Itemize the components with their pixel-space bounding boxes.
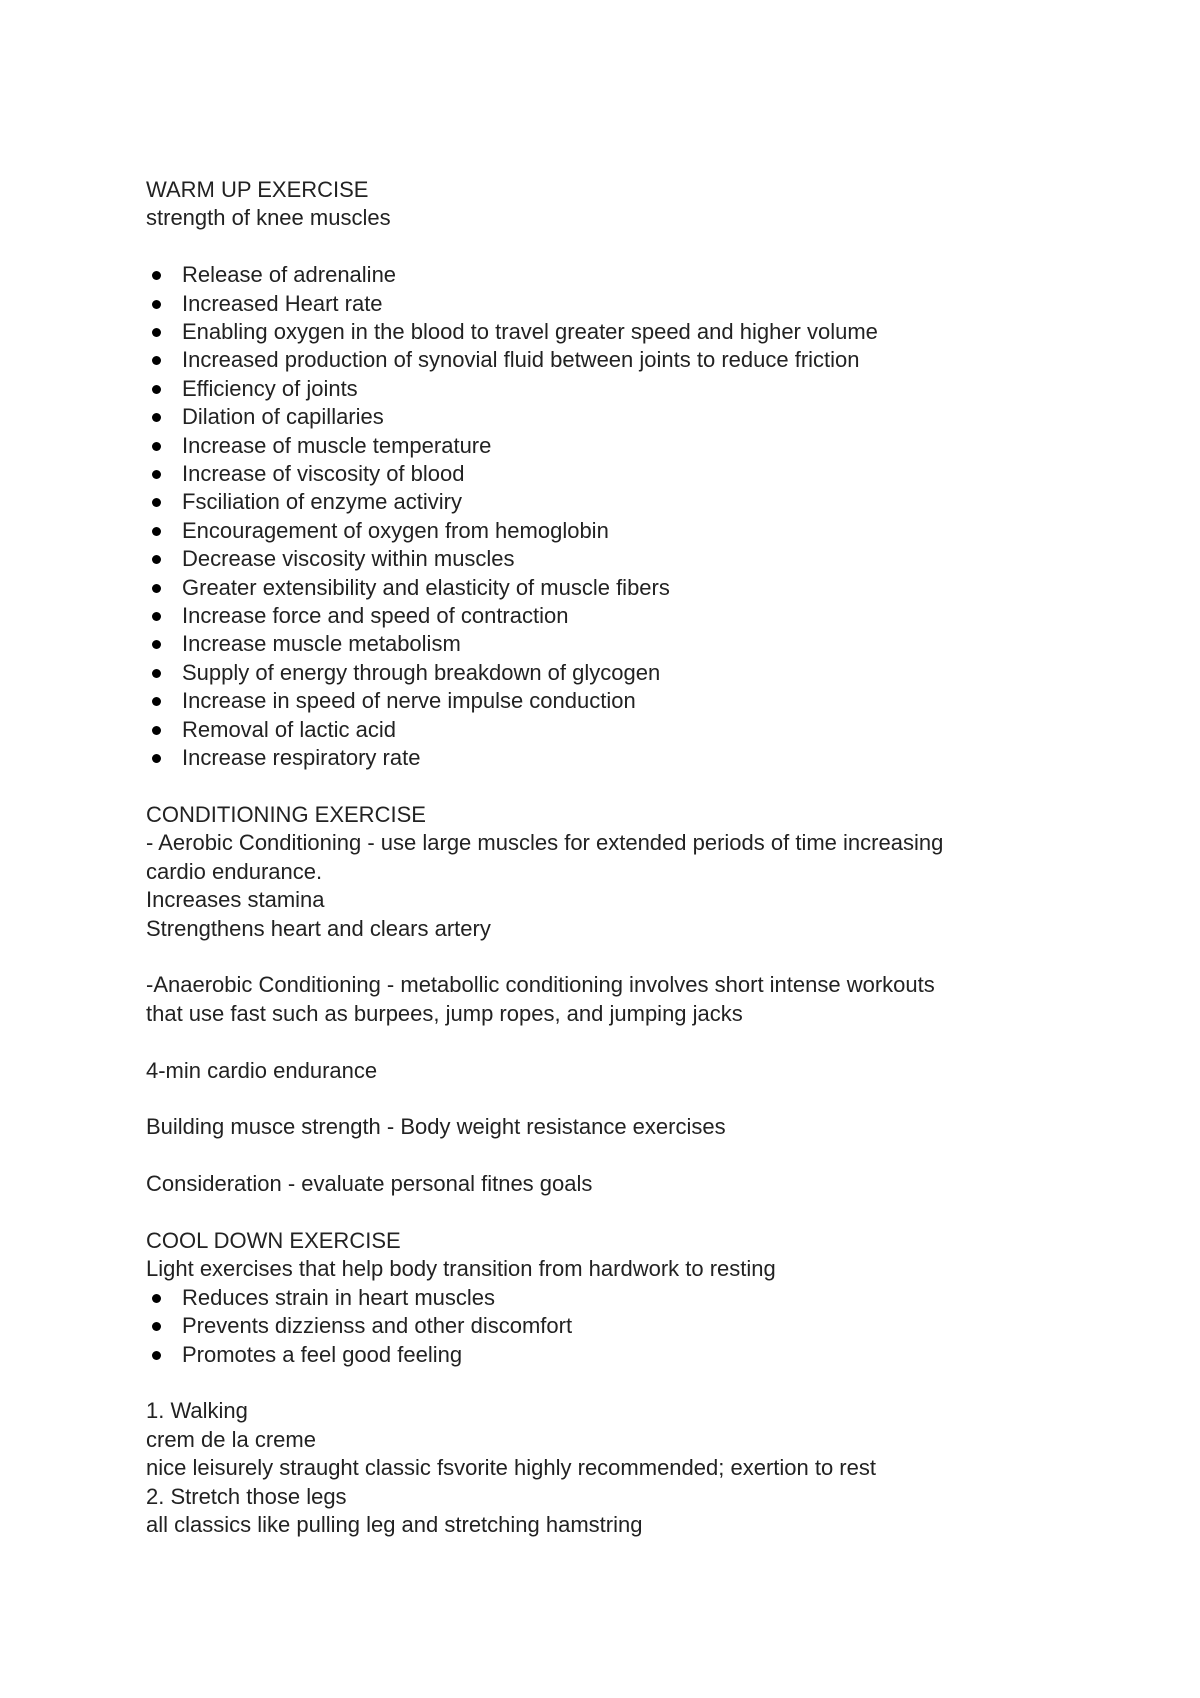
list-item [146,318,1106,346]
consideration-line: Consideration - evaluate personal fitnes goals [146,1171,593,1197]
list-item-text: Increased production of synovial fluid between joints to reduce friction [182,347,860,373]
list-item [146,432,1106,460]
aerobic-line: - Aerobic Conditioning - use large muscles for extended periods of time increasing [146,830,944,856]
strength-line: Building musce strength - Body weight resistance exercises [146,1114,726,1140]
bullet-icon [152,584,161,593]
spacer [146,1199,1106,1227]
bullet-icon [152,442,161,451]
warm-up-subtitle: strength of knee muscles [146,205,391,231]
bullet-icon [152,612,161,621]
list-item [146,460,1106,488]
list-item [146,659,1106,687]
bullet-icon [152,726,161,735]
list-item [146,488,1106,516]
spacer [146,773,1106,801]
aerobic-line: cardio endurance. [146,858,323,884]
spacer [146,1028,1106,1056]
bullet-icon [152,498,161,507]
list-item-text: Removal of lactic acid [182,716,396,742]
list-item [146,1312,1106,1340]
list-item-text: Increase in speed of nerve impulse conduction [182,688,636,714]
stretch-title: 2. Stretch those legs [146,1483,347,1509]
bullet-icon [152,1322,161,1331]
spacer [146,1369,1106,1397]
list-item-text: Increase respiratory rate [182,745,421,771]
document-page [146,176,1106,1539]
list-item [146,261,1106,289]
list-item-text: Greater extensibility and elasticity of muscle fibers [182,574,670,600]
list-item-text: Increase of muscle temperature [182,432,492,458]
list-item-text: Release of adrenaline [182,262,397,288]
bullet-icon [152,697,161,706]
list-item [146,403,1106,431]
list-item [146,1284,1106,1312]
warm-up-heading: WARM UP EXERCISE [146,177,369,202]
list-item-text: Increased Heart rate [182,290,383,316]
bullet-icon [152,555,161,564]
spacer [146,943,1106,971]
spacer [146,233,1106,261]
bullet-icon [152,328,161,337]
stretch-line: all classics like pulling leg and stretching hamstring [146,1511,643,1537]
list-item [146,545,1106,573]
list-item-text: Decrease viscosity within muscles [182,546,515,572]
bullet-icon [152,640,161,649]
bullet-icon [152,1294,161,1303]
list-item [146,744,1106,772]
list-item-text: Increase of viscosity of blood [182,461,465,487]
list-item-text: Increase muscle metabolism [182,631,461,657]
list-item-text: Supply of energy through breakdown of glycogen [182,659,661,685]
bullet-icon [152,527,161,536]
list-item-text: Dilation of capillaries [182,404,384,430]
list-item-text: Efficiency of joints [182,375,358,401]
list-item-text: Reduces strain in heart muscles [182,1284,496,1310]
list-item [146,574,1106,602]
warm-up-bullet-list [146,261,1106,772]
bullet-icon [152,413,161,422]
cardio-line: 4-min cardio endurance [146,1057,378,1083]
aerobic-line: Strengthens heart and clears artery [146,915,491,941]
anaerobic-line: -Anaerobic Conditioning - metabollic conditioning involves short intense workouts [146,972,935,998]
bullet-icon [152,669,161,678]
list-item [146,517,1106,545]
anaerobic-line: that use fast such as burpees, jump ropes, and jumping jacks [146,1000,743,1026]
list-item [146,375,1106,403]
spacer [146,1142,1106,1170]
list-item-text: Fsciliation of enzyme activiry [182,489,462,515]
list-item [146,1341,1106,1369]
cool-down-bullet-list [146,1284,1106,1369]
bullet-icon [152,356,161,365]
list-item [146,602,1106,630]
walking-line: nice leisurely straught classic fsvorite highly recommended; exertion to rest [146,1455,876,1481]
list-item [146,290,1106,318]
list-item-text: Enabling oxygen in the blood to travel greater speed and higher volume [182,319,878,345]
bullet-icon [152,1351,161,1360]
list-item-text: Promotes a feel good feeling [182,1341,463,1367]
bullet-icon [152,300,161,309]
list-item-text: Encouragement of oxygen from hemoglobin [182,517,609,543]
list-item [146,687,1106,715]
aerobic-line: Increases stamina [146,887,325,913]
list-item-text: Prevents dizzienss and other discomfort [182,1313,573,1339]
cool-down-intro: Light exercises that help body transition from hardwork to resting [146,1256,776,1282]
bullet-icon [152,385,161,394]
conditioning-heading: CONDITIONING EXERCISE [146,801,426,827]
bullet-icon [152,470,161,479]
walking-line: crem de la creme [146,1426,316,1452]
list-item [146,630,1106,658]
list-item [146,346,1106,374]
spacer [146,1085,1106,1113]
bullet-icon [152,754,161,763]
cool-down-heading: COOL DOWN EXERCISE [146,1227,401,1253]
bullet-icon [152,271,161,280]
list-item [146,716,1106,744]
walking-title: 1. Walking [146,1398,248,1424]
list-item-text: Increase force and speed of contraction [182,603,569,629]
